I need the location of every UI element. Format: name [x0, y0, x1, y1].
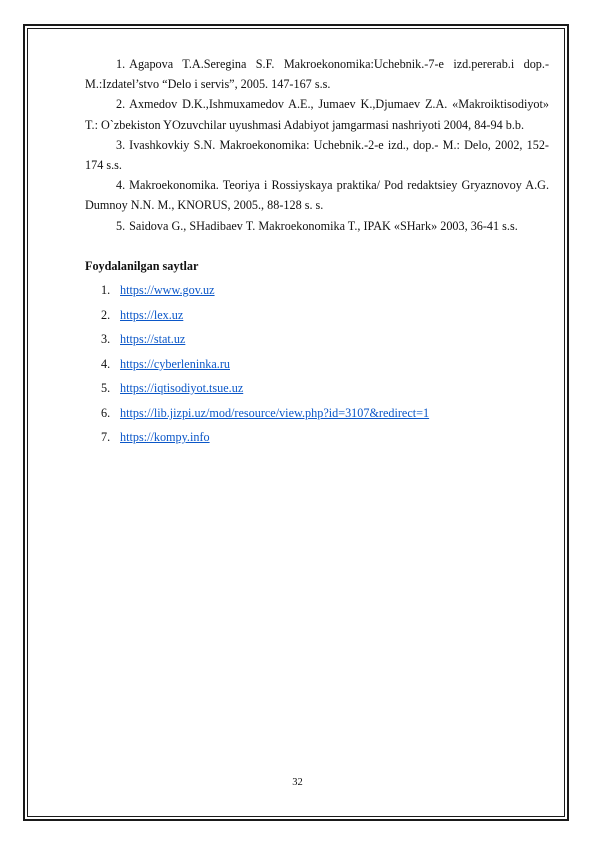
site-number: 3.	[101, 332, 111, 347]
reference-item	[85, 175, 549, 215]
list-item	[85, 401, 549, 426]
site-link[interactable]: https://cyberleninka.ru	[120, 356, 230, 371]
reference-number: 3.	[116, 137, 126, 152]
list-item	[85, 327, 549, 352]
reference-text: Agapova T.A.Seregina S.F. Makroekonomika:Uchebnik.-7-e izd.pererab.i dop.-M.:Izdatel’stvo “Delo i servis”, 2005. 147-167 s.s.	[85, 57, 549, 92]
list-item	[85, 352, 549, 377]
reference-item	[85, 216, 549, 236]
reference-number: 4.	[116, 178, 126, 193]
site-number: 5.	[101, 381, 111, 396]
site-number: 6.	[101, 405, 111, 420]
site-number: 4.	[101, 356, 111, 371]
site-number: 1.	[101, 283, 111, 298]
reference-item	[85, 94, 549, 134]
list-item	[85, 376, 549, 401]
reference-item	[85, 135, 549, 175]
list-item	[85, 425, 549, 450]
site-link[interactable]: https://iqtisodiyot.tsue.uz	[120, 381, 244, 396]
reference-text: Saidova G., SHadibaev T. Makroekonomika T., IPAK «SHark» 2003, 36-41 s.s.	[129, 218, 518, 233]
site-number: 7.	[101, 430, 111, 445]
reference-number: 5.	[116, 218, 126, 233]
reference-number: 2.	[116, 97, 126, 112]
site-number: 2.	[101, 307, 111, 322]
sites-list	[85, 278, 549, 450]
page-number: 32	[292, 777, 303, 788]
site-link[interactable]: https://www.gov.uz	[120, 283, 215, 298]
page-content	[85, 54, 549, 450]
list-item	[85, 278, 549, 303]
reference-item	[85, 54, 549, 94]
site-link[interactable]: https://lex.uz	[120, 307, 184, 322]
site-link[interactable]: https://lib.jizpi.uz/mod/resource/view.php?id=3107&redirect=1	[120, 405, 430, 420]
list-item	[85, 303, 549, 328]
reference-text: Ivashkovkiy S.N. Makroekonomika: Uchebnik.-2-e izd., dop.- M.: Delo, 2002, 152-174 s.s.	[85, 137, 549, 173]
site-link[interactable]: https://stat.uz	[120, 332, 186, 347]
sites-heading: Foydalanilgan saytlar	[85, 258, 199, 273]
site-link[interactable]: https://kompy.info	[120, 430, 210, 445]
reference-text: Makroekonomika. Teoriya i Rossiyskaya praktika/ Pod redaktsiey Gryaznovoy A.G. Dumnoy N.N. M., KNORUS, 2005., 88-128 s. s.	[85, 178, 549, 213]
reference-number: 1.	[116, 57, 126, 71]
reference-text: Axmedov D.K.,Ishmuxamedov A.E., Jumaev K.,Djumaev Z.A. «Makroiktisodiyot» T.: O`zbekiston YOzuvchilar uyushmasi Adabiyot jamgarmasi nashriyoti 2004, 84-94 b.b.	[85, 97, 549, 132]
